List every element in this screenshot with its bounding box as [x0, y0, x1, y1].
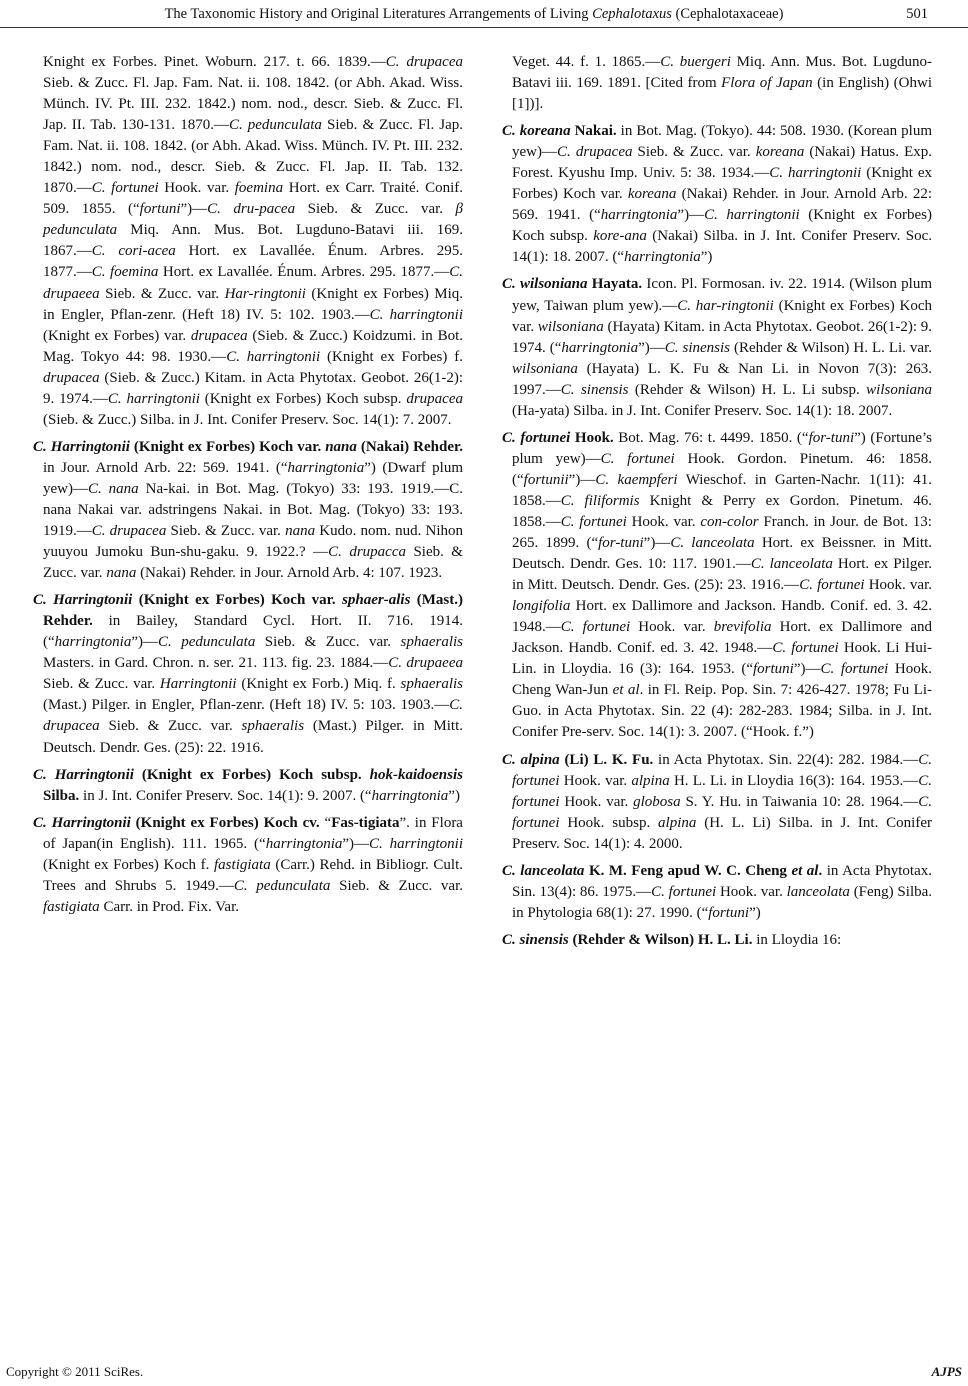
synonymy-entry: C. Harringtonii (Knight ex Forbes) Koch subsp. hok-kaidoensis Silba. in J. Int. Conifer Preserv. Soc. 14(1): 9. 2007. (“harringtonia”): [33, 766, 463, 804]
running-title-genus: Cephalotaxus: [592, 6, 672, 22]
synonymy-entry: C. Harringtonii (Knight ex Forbes) Koch var. nana (Nakai) Rehder. in Jour. Arnold Arb. 22: 569. 1941. (“harringtonia”) (Dwarf plum yew)―C. nana Na-kai. in Bot. Mag. (Tokyo) 33: 193. 1919.―C. nana Nakai var. adstringens Nakai. in Bot. Mag. (Tokyo) 33: 193. 1919.―C. drupacea Sieb. & Zucc. var. nana Kudo. nom. nud. Nihon yuuyou Jumoku Bun-shu-gaku. 9. 1922.? ―C. drupacca Sieb. & Zucc. var. nana (Nakai) Rehder. in Jour. Arnold Arb. 4: 107. 1923.: [33, 438, 464, 582]
synonymy-entry: C. Harringtonii (Knight ex Forbes) Koch cv. “Fas-tigiata”. in Flora of Japan(in English). 111. 1965. (“harringtonia”)―C. harringtonii (Knight ex Forbes) Koch f. fastigiata (Carr.) Rehd. in Bibliogr. Cult. Trees and Shrubs 5. 1949.―C. pedunculata Sieb. & Zucc. var. fastigiata Carr. in Prod. Fix. Var.: [33, 814, 464, 915]
running-header: [40, 6, 928, 23]
left-column: [33, 52, 463, 924]
page-footer: [6, 1364, 962, 1380]
journal-abbreviation: AJPS: [931, 1364, 962, 1379]
synonymy-entry: Veget. 44. f. 1. 1865.―C. buergeri Miq. Ann. Mus. Bot. Lugduno-Batavi iii. 169. 1891. [Cited from Flora of Japan (in English) (Ohwi [1])].: [512, 54, 932, 113]
synonymy-entry: C. sinensis (Rehder & Wilson) H. L. Li. in Lloydia 16:: [502, 931, 842, 948]
synonymy-entry: C. alpina (Li) L. K. Fu. in Acta Phytotax. Sin. 22(4): 282. 1984.―C. fortunei Hook. var. alpina H. L. Li. in Lloydia 16(3): 164. 1953.―C. fortunei Hook. var. globosa S. Y. Hu. in Taiwania 10: 28. 1964.―C. fortunei Hook. subsp. alpina (H. L. Li) Silba. in J. Int. Conifer Preserv. Soc. 14(1): 4. 2000.: [502, 751, 932, 852]
header-rule: [0, 27, 968, 28]
synonymy-entry: C. wilsoniana Hayata. Icon. Pl. Formosan. iv. 22. 1914. (Wilson plum yew, Taiwan plum yew).―C. har-ringtonii (Knight ex Forbes) Koch var. wilsoniana (Hayata) Kitam. in Acta Phytotax. Geobot. 26(1-2): 9. 1974. (“harringtonia”)―C. sinensis (Rehder & Wilson) H. L. Li. var. wilsoniana (Hayata) L. K. Fu & Nan Li. in Novon 7(3): 263. 1997.―C. sinensis (Rehder & Wilson) H. L. Li subsp. wilsoniana (Ha-yata) Silba. in J. Int. Conifer Preserv. Soc. 14(1): 18. 2007.: [502, 276, 933, 419]
synonymy-entry: C. koreana Nakai. in Bot. Mag. (Tokyo). 44: 508. 1930. (Korean plum yew)―C. drupacea Sieb. & Zucc. var. koreana (Nakai) Hatus. Exp. Forest. Kyushu Imp. Univ. 5: 38. 1934.―C. harringtonii (Knight ex Forbes) Koch var. koreana (Nakai) Rehder. in Jour. Arnold Arb. 22: 569. 1941. (“harringtonia”)―C. harringtonii (Knight ex Forbes) Koch subsp. kore-ana (Nakai) Silba. in J. Int. Conifer Preserv. Soc. 14(1): 18. 2007. (“harringtonia”): [502, 123, 932, 266]
right-column: [502, 52, 932, 957]
running-title: The Taxonomic History and Original Literatures Arrangements of Living Cephalotaxus (Cephalotaxaceae): [164, 6, 784, 22]
synonymy-entry: C. Harringtonii (Knight ex Forbes) Koch var. sphaer-alis (Mast.) Rehder. in Bailey, Standard Cycl. Hort. II. 716. 1914. (“harringtonia”)―C. pedunculata Sieb. & Zucc. var. sphaeralis Masters. in Gard. Chron. n. ser. 21. 113. fig. 23. 1884.―C. drupaeea Sieb. & Zucc. var. Harringtonii (Knight ex Forb.) Miq. f. sphaeralis (Mast.) Pilger. in Engler, Pflan-zenr. (Heft 18) IV. 5: 103. 1903.―C. drupacea Sieb. & Zucc. var. sphaeralis (Mast.) Pilger. in Mitt. Deutsch. Dendr. Ges. (25): 22. 1916.: [33, 592, 464, 756]
page-number: 501: [906, 6, 928, 22]
copyright-notice: Copyright © 2011 SciRes.: [6, 1364, 144, 1379]
synonymy-entry: C. fortunei Hook. Bot. Mag. 76: t. 4499. 1850. (“for-tuni”) (Fortune’s plum yew)―C. fortunei Hook. Gordon. Pinetum. 46: 1858. (“fortunii”)―C. kaempferi Wieschof. in Garten-Nachr. 1(11): 41. 1858.―C. filiformis Knight & Perry ex Gordon. Pinetum. 46. 1858.―C. fortunei Hook. var. con-color Franch. in Jour. de Bot. 13: 265. 1899. (“for-tuni”)―C. lanceolata Hort. ex Beissner. in Mitt. Deutsch. Dendr. Ges. 10: 117. 1901.―C. lanceolata Hort. ex Pilger. in Mitt. Deutsch. Dendr. Ges. (25): 23. 1916.―C. fortunei Hook. var. longifolia Hort. ex Dallimore and Jackson. Handb. Conif. ed. 3. 42. 1948.―C. fortunei Hook. var. brevifolia Hort. ex Dallimore and Jackson. Handb. Conif. ed. 3. 42. 1948.―C. fortunei Hook. Li Hui-Lin. in Lloydia. 16 (3): 164. 1953. (“fortuni”)―C. fortunei Hook. Cheng Wan-Jun et al. in Fl. Reip. Pop. Sin. 7: 426-427. 1978; Fu Li-Guo. in Acta Phytotax. Sin. 22 (4): 282-283. 1984; Silba. in J. Int. Conifer Pre-serv. Soc. 14(1): 3. 2007. (“Hook. f.”): [502, 429, 933, 741]
synonymy-entry: Knight ex Forbes. Pinet. Woburn. 217. t. 66. 1839.―C. drupacea Sieb. & Zucc. Fl. Jap. Fam. Nat. ii. 108. 1842. (or Abh. Akad. Wiss. Münch. IV. Pt. III. 232. 1842.) nom. nod., descr. Sieb. & Zucc. Fl. Jap. II. Tab. 130-131. 1870.―C. pedunculata Sieb. & Zucc. Fl. Jap. Fam. Nat. ii. 108. 1842. (or Abh. Akad. Wiss. Münch. IV. Pt. III. 232. 1842.) nom. nod., descr. Sieb. & Zucc. Fl. Jap. II. Tab. 132. 1870.―C. fortunei Hook. var. foemina Hort. ex Carr. Traité. Conif. 509. 1855. (“fortuni”)―C. dru-pacea Sieb. & Zucc. var. β pedunculata Miq. Ann. Mus. Bot. Lugduno-Batavi iii. 169. 1867.―C. cori-acea Hort. ex Lavallée. Énum. Arbres. 295. 1877.―C. foemina Hort. ex Lavallée. Énum. Arbres. 295. 1877.―C. drupaeea Sieb. & Zucc. var. Har-ringtonii (Knight ex Forbes) Miq. in Engler, Pflan-zenr. (Heft 18) IV. 5: 102. 1903.―C. harringtonii (Knight ex Forbes) var. drupacea (Sieb. & Zucc.) Koidzumi. in Bot. Mag. Tokyo 44: 98. 1930.―C. harringtonii (Knight ex Forbes) f. drupacea (Sieb. & Zucc.) Kitam. in Acta Phytotax. Geobot. 26(1-2): 9. 1974.―C. harringtonii (Knight ex Forbes) Koch subsp. drupacea (Sieb. & Zucc.) Silba. in J. Int. Conifer Preserv. Soc. 14(1): 7. 2007.: [43, 54, 464, 428]
synonymy-entry: C. lanceolata K. M. Feng apud W. C. Cheng et al. in Acta Phytotax. Sin. 13(4): 86. 1975.―C. fortunei Hook. var. lanceolata (Feng) Silba. in Phytologia 68(1): 27. 1990. (“fortuni”): [502, 862, 933, 921]
